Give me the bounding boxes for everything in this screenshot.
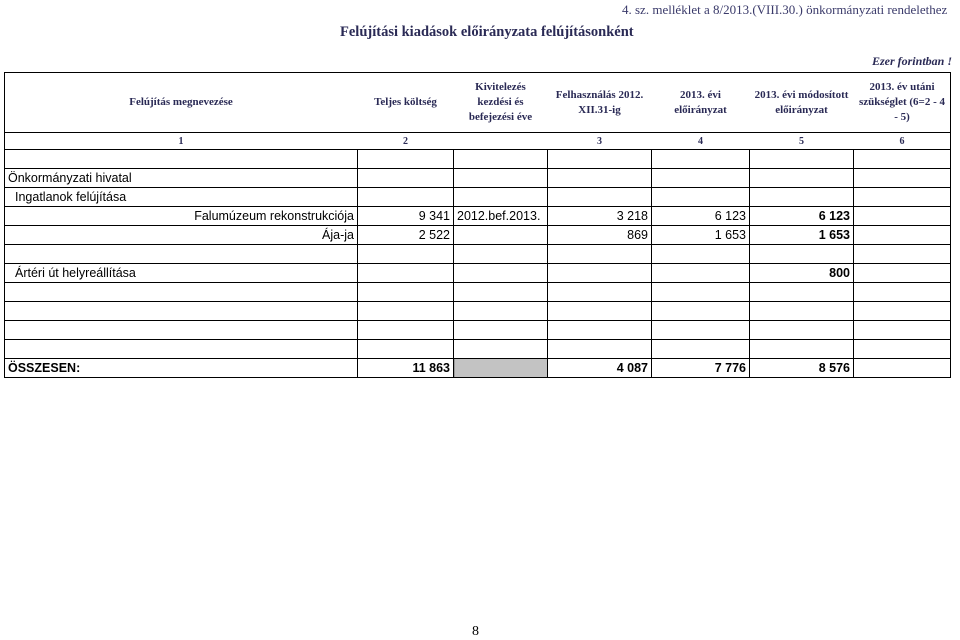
table-row-blank xyxy=(5,302,951,321)
table-row-ingatlanok xyxy=(5,188,951,207)
cell-approp-2013: 7 776 xyxy=(652,359,750,378)
header-modified-2013: 2013. évi módosított előirányzat xyxy=(750,73,854,133)
cell-used-2012: 3 218 xyxy=(548,207,652,226)
cell-modified-2013: 1 653 xyxy=(750,226,854,245)
header-row xyxy=(5,73,951,133)
page-title: Felújítási kiadások előirányzata felújításonként xyxy=(340,24,634,40)
table-row-onk-hivatal xyxy=(5,169,951,188)
column-number-row xyxy=(5,133,951,150)
table-row-falumuzeum xyxy=(5,207,951,226)
renovation-table xyxy=(4,72,951,378)
page-number: 8 xyxy=(472,624,479,639)
row-name: Ingatlanok felújítása xyxy=(5,188,358,207)
table-row-arteri xyxy=(5,264,951,283)
cell-modified-2013: 8 576 xyxy=(750,359,854,378)
table-row-blank xyxy=(5,245,951,264)
row-name: Ártéri út helyreállítása xyxy=(5,264,358,283)
annex-label: 4. sz. melléklet a 8/2013.(VIII.30.) önkormányzati rendelethez xyxy=(622,2,948,17)
colnum-5: 5 xyxy=(750,133,854,150)
header-used-2012: Felhasználás 2012. XII.31-ig xyxy=(548,73,652,133)
colnum-6: 6 xyxy=(854,133,951,150)
colnum-1: 1 xyxy=(5,133,358,150)
header-name: Felújítás megnevezése xyxy=(5,73,358,133)
cell-approp-2013: 1 653 xyxy=(652,226,750,245)
header-need-after-2013: 2013. év utáni szükséglet (6=2 - 4 - 5) xyxy=(854,73,951,133)
cell-modified-2013: 6 123 xyxy=(750,207,854,226)
cell-total-cost: 11 863 xyxy=(358,359,454,378)
row-name: ÖSSZESEN: xyxy=(5,359,358,378)
cell-years: 2012.bef.2013. xyxy=(454,207,548,226)
cell-approp-2013: 6 123 xyxy=(652,207,750,226)
cell-total-cost: 2 522 xyxy=(358,226,454,245)
header-years: Kivitelezés kezdési és befejezési éve xyxy=(454,73,548,133)
cell-modified-2013: 800 xyxy=(750,264,854,283)
cell-total-cost: 9 341 xyxy=(358,207,454,226)
table-row-blank xyxy=(5,340,951,359)
colnum-empty xyxy=(454,133,548,150)
colnum-3: 3 xyxy=(548,133,652,150)
row-name: Ája-ja xyxy=(5,226,358,245)
table-row-aja xyxy=(5,226,951,245)
cell-used-2012: 869 xyxy=(548,226,652,245)
header-approp-2013: 2013. évi előirányzat xyxy=(652,73,750,133)
cell-used-2012: 4 087 xyxy=(548,359,652,378)
table-row-total xyxy=(5,359,951,378)
row-name: Önkormányzati hivatal xyxy=(5,169,358,188)
header-total-cost: Teljes költség xyxy=(358,73,454,133)
colnum-2: 2 xyxy=(358,133,454,150)
table-row-blank xyxy=(5,150,951,169)
colnum-4: 4 xyxy=(652,133,750,150)
cell-years-hatched xyxy=(454,359,548,378)
row-name: Falumúzeum rekonstrukciója xyxy=(5,207,358,226)
table-row-blank xyxy=(5,283,951,302)
table-row-blank xyxy=(5,321,951,340)
unit-label: Ezer forintban ! xyxy=(871,54,952,68)
